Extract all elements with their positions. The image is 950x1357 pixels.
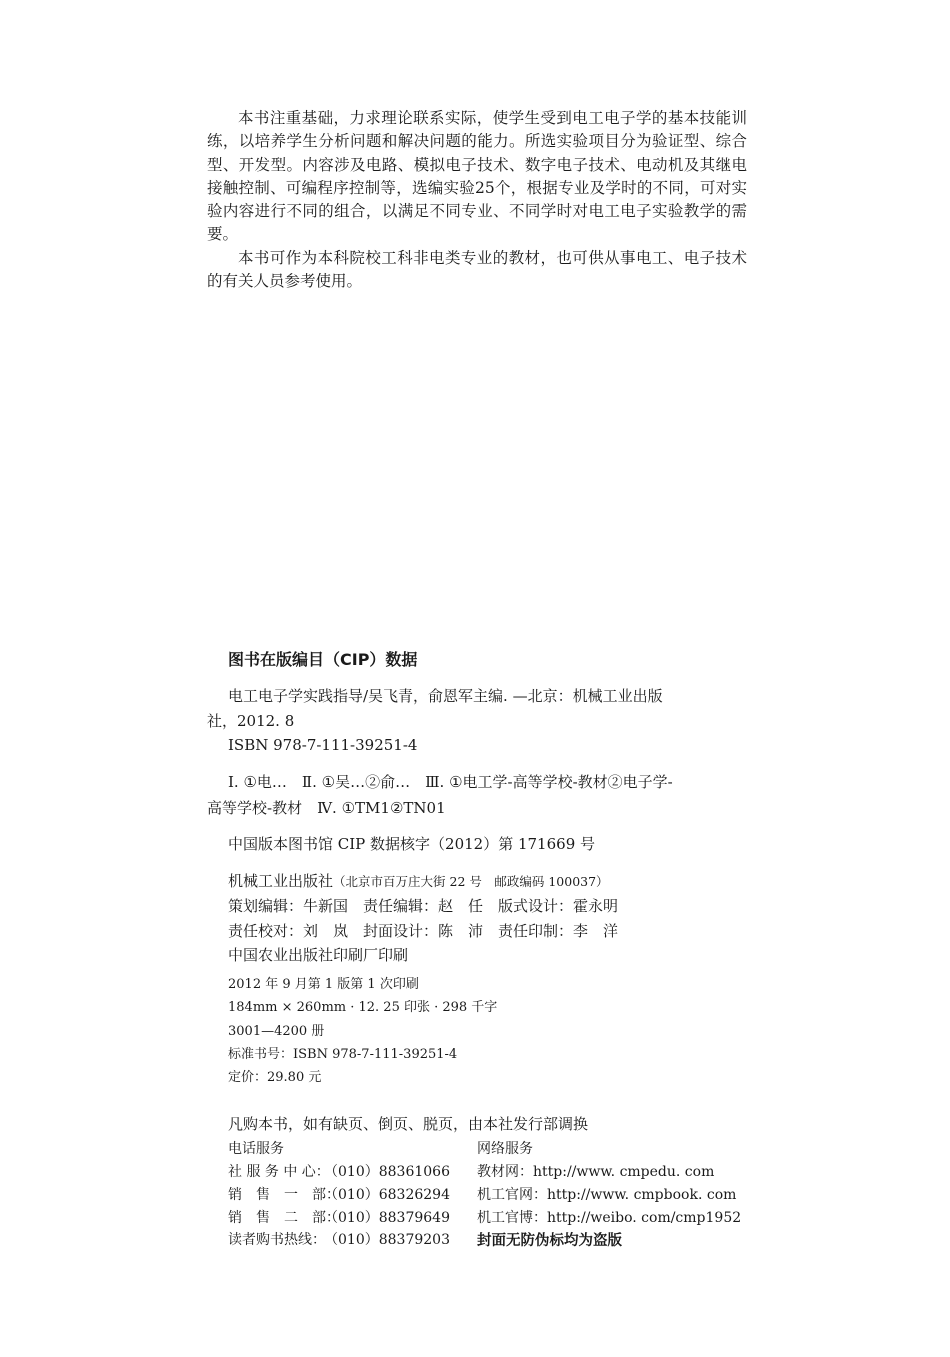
phone-label: 销 售 一 部：: [228, 1187, 340, 1203]
cip-record-number: 中国版本图书馆 CIP 数据核字（2012）第 171669 号: [228, 835, 596, 853]
print-run-line: 3001—4200 册: [228, 1024, 325, 1039]
phone-service-header: 电话服务: [228, 1141, 284, 1157]
publisher-name: 机械工业出版社: [228, 872, 334, 890]
standard-number-line: 标准书号：ISBN 978-7-111-39251-4: [228, 1047, 458, 1062]
web-service-header: 网络服务: [477, 1141, 533, 1157]
phone-row-reader-hotline: [228, 1229, 450, 1249]
phone-number: （010）88379649: [324, 1210, 450, 1226]
publisher-line: [228, 870, 609, 891]
proofing-line: 责任校对：刘 岚 封面设计：陈 沛 责任印制：李 洋: [228, 922, 619, 940]
phone-number: （010）88379203: [324, 1232, 450, 1248]
cip-title-line-1: 电工电子学实践指导/吴飞青，俞恩军主编. —北京：机械工业出版: [228, 687, 663, 705]
phone-label: 社 服 务 中 心：: [228, 1164, 330, 1180]
cip-subject-line-1: Ⅰ. ①电… Ⅱ. ①吴…②俞… Ⅲ. ①电工学-高等学校-教材②电子学-: [228, 773, 673, 791]
phone-row-service-center: [228, 1161, 450, 1181]
format-line: 184mm × 260mm · 12. 25 印张 · 298 千字: [228, 1000, 498, 1015]
printer-line: 中国农业出版社印刷厂印刷: [228, 946, 409, 964]
phone-label: 读者购书热线：: [228, 1232, 326, 1248]
phone-number: （010）68326294: [324, 1187, 450, 1203]
anti-piracy-notice: 封面无防伪标均为盗版: [477, 1233, 622, 1249]
web-row-textbook-site: 教材网：http://www. cmpedu. com: [477, 1164, 715, 1180]
intro-paragraph-1: 本书注重基础，力求理论联系实际，使学生受到电工电子学的基本技能训练，以培养学生分析问题和解决问题的能力。所选实验项目分为验证型、综合型、开发型。内容涉及电路、模拟电子技术、数字电子技术、电动机及其继电接触控制、可编程序控制等，选编实验25个，根据专业及学时的不同，可对实验内容进行不同的组合，以满足不同专业、不同学时对电工电子实验教学的需要。: [207, 109, 747, 244]
phone-label: 销 售 二 部：: [228, 1210, 340, 1226]
phone-row-sales-1: [228, 1184, 450, 1204]
edition-line: 2012 年 9 月第 1 版第 1 次印刷: [228, 977, 419, 992]
web-row-official-site: 机工官网：http://www. cmpbook. com: [477, 1187, 737, 1203]
price-line: 定价：29.80 元: [228, 1070, 322, 1085]
publisher-address: （北京市百万庄大街 22 号 邮政编码 100037）: [333, 874, 609, 889]
web-row-official-weibo: 机工官博：http://weibo. com/cmp1952: [477, 1210, 742, 1226]
cip-heading: 图书在版编目（CIP）数据: [228, 650, 418, 669]
cip-isbn: ISBN 978-7-111-39251-4: [228, 736, 418, 754]
cip-title-line-2: 社，2012. 8: [207, 712, 295, 730]
replacement-notice: 凡购本书，如有缺页、倒页、脱页，由本社发行部调换: [228, 1115, 589, 1133]
cip-subject-line-2: 高等学校-教材 Ⅳ. ①TM1②TN01: [207, 799, 446, 817]
phone-number: （010）88361066: [324, 1164, 450, 1180]
editors-line: 策划编辑：牛新国 责任编辑：赵 任 版式设计：霍永明: [228, 897, 619, 915]
intro-section: [207, 107, 747, 293]
intro-paragraph-2: 本书可作为本科院校工科非电类专业的教材，也可供从事电工、电子技术的有关人员参考使用。: [207, 248, 747, 291]
phone-row-sales-2: [228, 1207, 450, 1227]
